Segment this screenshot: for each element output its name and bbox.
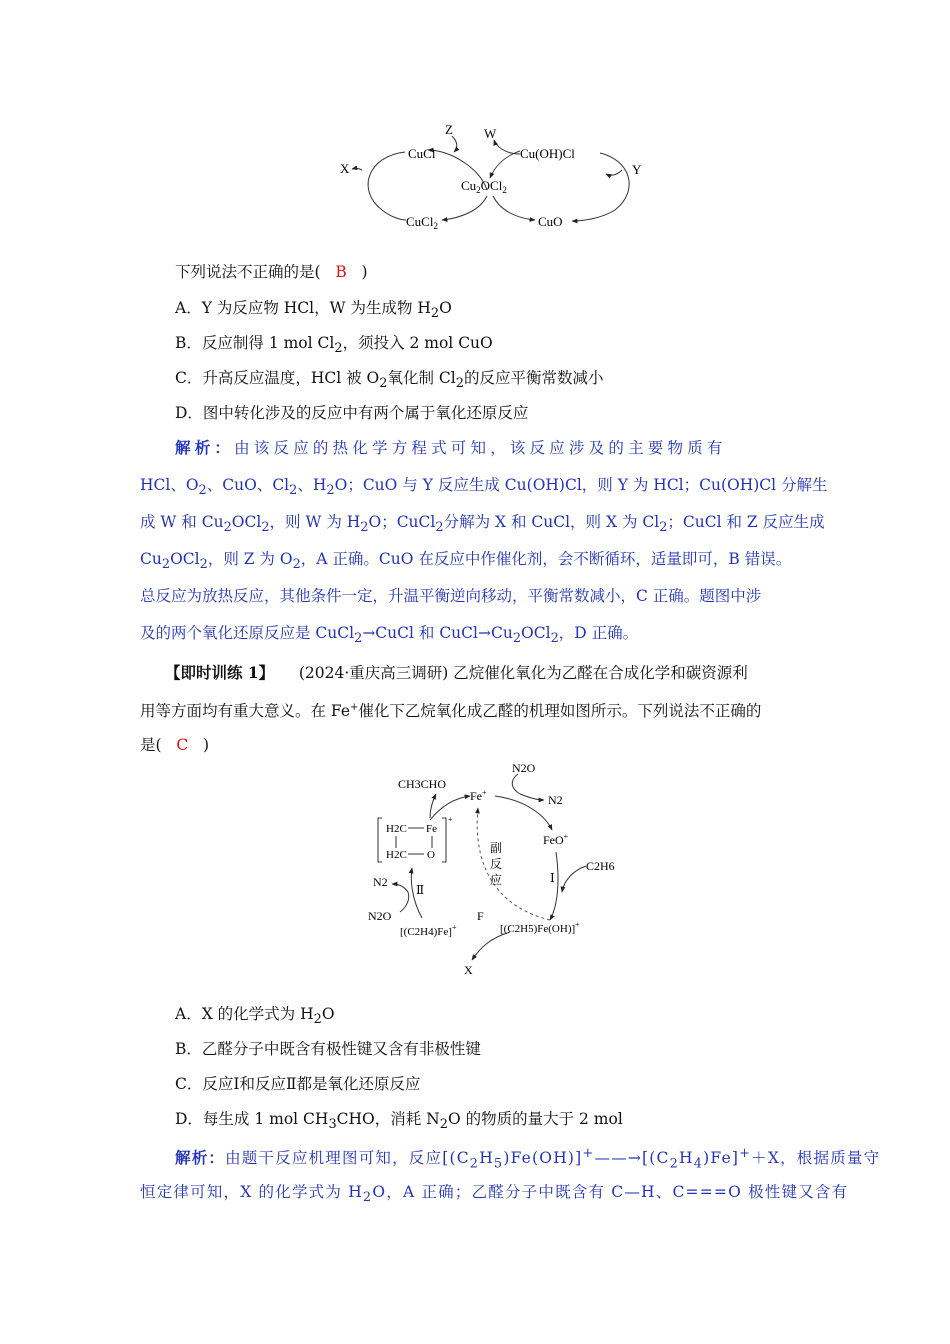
node-cucl: CuCl [408,146,436,161]
c2h6-arrow [562,866,586,892]
arc-feo-to-c2h5feoh [550,852,558,920]
n2-top-arrow [520,794,544,800]
label-feo: FeO+ [543,832,569,847]
arc-fe-to-feo [495,796,552,830]
node-cuo: CuO [538,214,563,229]
x-arrow [352,168,362,170]
analysis1-line2: HCl、$O_2$、CuO、$Cl_2$、$H_2O$；CuO 与 Y 反应生成 Cu(OH)Cl，则 Y 为 HCl；Cu(OH)Cl 分解生 [140,476,828,499]
analysis1-line5: 总反应为放热反应，其他条件一定，升温平衡逆向移动，平衡常数减小，C 正确。题图中涉 [140,587,762,605]
left-loop-bottom-arc [442,196,487,220]
left-loop-outer-arc [368,152,406,220]
label-side-1: 副 [490,841,503,855]
label-n2-top: N2 [548,793,563,807]
right-loop-top-arc [490,151,520,178]
arc-to-x [472,932,510,960]
fe-catalysis-diagram [360,760,630,992]
n2-left-arrow [392,884,408,892]
label-n2-left: N2 [373,875,388,889]
z-arrow [452,136,457,152]
analysis1-line3: 成 W 和 $Cu_2OCl_2$，则 W 为 $H_2O$；CuCl$_2$分解为 X 和 CuCl，则 X 为 $Cl_2$；CuCl 和 Z 反应生成 [140,513,825,536]
q1-option-b: B．反应制得 1 mol $Cl_2$，须投入 2 mol CuO [175,334,493,357]
q2-option-a: A．X 的化学式为 $H_2O$ [175,1005,335,1028]
label-c2h6: C2H6 [586,859,615,873]
label-fe: Fe+ [470,788,487,803]
ring-intermediate [378,815,453,862]
label-f: F [477,909,484,923]
practice-line1: 【即时训练 1】 (2024·重庆高三调研) 乙烷催化氧化为乙醛在合成化学和碳资源利 [165,663,748,682]
label-w: W [484,126,497,141]
label-side-2: 反 [490,857,503,871]
label-n2o-left: N2O [368,909,392,923]
analysis2-line1: 解析：由题干反应机理图可知，反应$[(C_2H_5)Fe(OH)]^+——\to[(C_2H_4)Fe]^++X$，根据质量守 [175,1146,881,1172]
analysis1-line6: 及的两个氧化还原反应是 CuCl$_2$→CuCl 和 $CuCl\to Cu_2OCl_2$，D 正确。 [140,624,639,647]
q1-stem: 下列说法不正确的是( B ) [175,263,368,281]
ring-h2c-top: H2C [386,823,407,835]
label-y: Y [632,162,642,177]
right-loop-outer-arc [572,153,629,221]
label-c2h4fe: [(C2H4)Fe]+ [400,923,457,938]
w-arrow [494,140,520,154]
label-ch3cho: CH3CHO [398,777,447,791]
q1-option-c: C．升高反应温度，HCl 被 $O_2$氧化制 $Cl_2$的反应平衡常数减小 [175,369,604,392]
left-loop-top-arc [428,150,487,190]
label-x: X [464,963,473,977]
n2o-left-arrow [400,892,409,912]
practice-tag: 【即时训练 1】 [165,663,275,682]
ring-h2c-bottom: H2C [386,849,407,861]
practice-answer: C [176,736,189,754]
label-roman-2: Ⅱ [416,883,425,897]
label-x: X [340,161,350,176]
label-roman-1: Ⅰ [550,871,555,885]
q2-option-d: D．每生成 1 mol $CH_3CHO$，消耗 $N_2O$ 的物质的量大于 2 mol [175,1110,623,1133]
practice-line3: 是( C ) [140,736,210,754]
ring-o: O [427,849,435,861]
side-reaction-arc [477,808,550,920]
ring-fe: Fe [426,823,437,835]
q1-option-d: D．图中转化涉及的反应中有两个属于氧化还原反应 [175,404,529,422]
node-cucl2: CuCl$_2$ [406,214,438,231]
node-cu2ocl2: $Cu_2OCl_2$ [461,178,507,195]
q1-answer: B [335,263,347,281]
label-n2o-top: N2O [512,761,536,775]
q2-option-c: C．反应Ⅰ和反应Ⅱ都是氧化还原反应 [175,1075,421,1093]
label-c2h5feoh: [(C2H5)Fe(OH)]+ [500,920,580,935]
label-side-3: 应 [490,873,503,887]
analysis1-line1: 解析：由该反应的热化学方程式可知，该反应涉及的主要物质有 [175,438,727,457]
q2-option-b: B．乙醛分子中既含有极性键又含有非极性键 [175,1040,481,1058]
right-loop-bottom-arc [493,196,535,220]
practice-line2: 用等方面均有重大意义。在 Fe+催化下乙烷氧化成乙醛的机理如图所示。下列说法不正确的 [140,702,762,721]
q1-option-a: A．Y 为反应物 HCl，W 为生成物 $H_2O$ [175,299,452,322]
ring-charge: + [448,815,453,824]
analysis2-line2: 恒定律可知，X 的化学式为 $H_2O$，A 正确；乙醛分子中既含有 C—H、C===O 极性键又含有 [140,1183,849,1206]
y-arrow [606,170,622,175]
n2o-top-arrow [512,774,520,794]
label-z: Z [445,122,453,137]
copper-cycle-diagram [330,118,660,238]
analysis1-line4: $Cu_2OCl_2$，则 Z 为 $O_2$，A 正确。CuO 在反应中作催化剂，会不断循环，适量即可，B 错误。 [140,550,792,573]
node-cuohcl: Cu(OH)Cl [520,146,575,161]
